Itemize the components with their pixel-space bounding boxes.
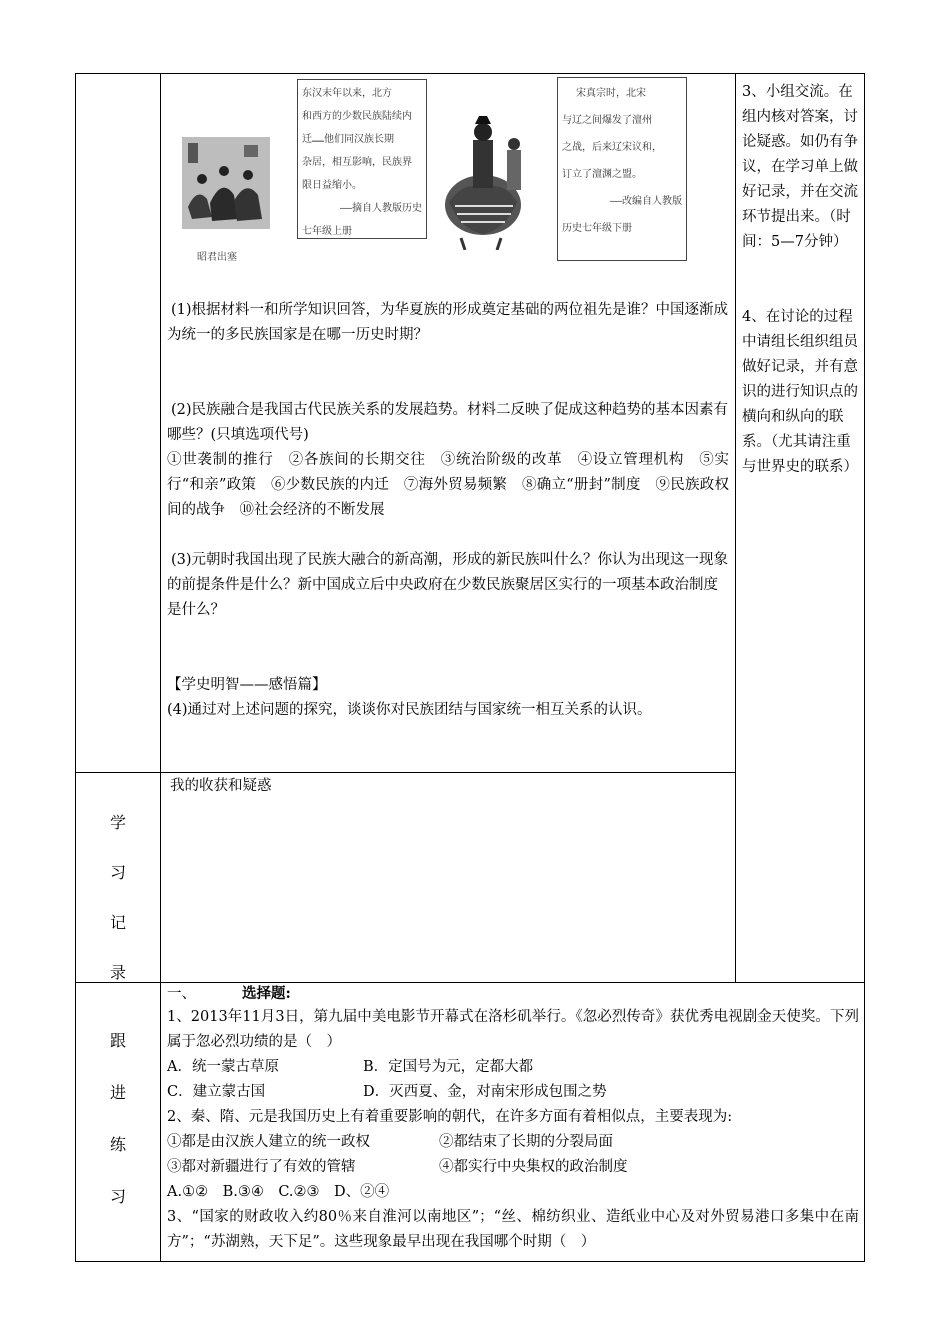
record-title: 我的收获和疑惑 — [170, 778, 272, 794]
record-label-char: 录 — [109, 963, 126, 982]
painting-caption: 昭君出塞 — [197, 252, 237, 263]
question-1: (1)根据材料一和所学知识回答，为华夏族的形成奠定基础的两位祖先是谁？中国逐渐成为统一的多民族国家是在哪一历史时期？ — [167, 302, 729, 343]
quote2-line: 宋真宗时，北宋 — [576, 88, 646, 99]
practice-q2-options-34 — [167, 1155, 859, 1180]
quote1-line: 迁……他们同汉族长期 — [302, 134, 395, 145]
quote2-source: ——改编自人教版 — [609, 196, 682, 207]
option-3: ③都对新疆进行了有效的管辖 — [167, 1159, 356, 1175]
practice-area — [167, 983, 859, 1255]
practice-heading — [167, 983, 859, 1005]
row-divider-1 — [75, 772, 736, 773]
practice-label — [75, 1015, 161, 1223]
table-border-bottom — [75, 1261, 865, 1262]
option-4: ④都实行中央集权的政治制度 — [439, 1159, 628, 1175]
quote2-source: 历史七年级下册 — [562, 223, 632, 234]
record-label-char: 习 — [109, 863, 126, 882]
option-a: A．统一蒙古草原 — [167, 1059, 279, 1075]
question-3: (3)元朝时我国出现了民族大融合的新高潮，形成的新民族叫什么？你认为出现这一现象的前提条件是什么？新中国成立后中央政府在少数民族聚居区实行的一项基本政治制度是什么？ — [167, 552, 729, 618]
practice-heading-num: 一、 — [167, 986, 196, 1002]
quote1-source: 七年级上册 — [302, 226, 352, 237]
quote1-line: 杂居，相互影响，民族界 — [302, 157, 412, 168]
note-4: 4、在讨论的过程中请组长组织组员做好记录，并有意识的进行知识点的横向和纵向的联系。（尤其请注重与世界史的联系） — [742, 309, 858, 475]
practice-q3: 3、“国家的财政收入约80％来自淮河以南地区”；“丝、棉纺织业、造纸业中心及对外贸易港口多集中在南方”；“苏湖熟，天下足”。这些现象最早出现在我国哪个时期（ ） — [167, 1209, 859, 1250]
section-heading: 【学史明智——感悟篇】 — [167, 677, 327, 693]
practice-q2-options-12 — [167, 1130, 859, 1155]
practice-q1-options-ab — [167, 1055, 859, 1080]
question-area — [167, 298, 729, 723]
question-4: (4)通过对上述问题的探究，谈谈你对民族团结与国家统一相互关系的认识。 — [167, 702, 652, 718]
practice-heading-text: 选择题: — [242, 985, 291, 1002]
quote1-source: ——摘自人教版历史 — [339, 203, 422, 214]
horse-riders-icon — [182, 137, 270, 229]
quote1-line: 限日益缩小。 — [302, 180, 362, 191]
horseman-image — [435, 110, 530, 250]
right-notes — [742, 80, 858, 480]
horseman-icon — [435, 110, 530, 250]
practice-label-char: 跟 — [109, 1031, 126, 1050]
quote2-line: 订立了澶渊之盟。 — [562, 169, 642, 180]
option-b: B．定国号为元，定都大都 — [363, 1059, 534, 1075]
practice-q1-options-cd — [167, 1080, 859, 1105]
record-label-char: 学 — [109, 813, 126, 832]
table-border-top — [75, 73, 865, 74]
record-label-char: 记 — [109, 913, 126, 932]
quote2-line: 与辽之间爆发了澶州 — [562, 115, 652, 126]
practice-q2: 2、秦、隋、元是我国历史上有着重要影响的朝代，在许多方面有着相似点，主要表现为: — [167, 1109, 733, 1125]
table-border-right — [864, 73, 865, 1262]
quote-box-1 — [297, 79, 427, 239]
painting-image — [182, 137, 270, 229]
option-2: ②都结束了长期的分裂局面 — [439, 1134, 613, 1150]
option-d: D．灭西夏、金，对南宋形成包围之势 — [363, 1084, 607, 1100]
quote1-line: 和西方的少数民族陆续内 — [302, 111, 412, 122]
col-divider-2 — [735, 73, 736, 983]
practice-q2-answers: A.①② B.③④ C.②③ D、②④ — [167, 1184, 390, 1200]
practice-label-char: 练 — [109, 1135, 126, 1154]
question-2-intro: (2)民族融合是我国古代民族关系的发展趋势。材料二反映了促成这种趋势的基本因素有哪些？(只填选项代号) — [167, 402, 729, 443]
question-2-options: ①世袭制的推行 ②各族间的长期交往 ③统治阶级的改革 ④设立管理机构 ⑤实行“和亲”政策 ⑥少数民族的内迁 ⑦海外贸易频繁 ⑧确立“册封”制度 ⑨民族政权间的战争 ⑩社会经济的不断发展 — [167, 452, 729, 518]
note-3: 3、小组交流。在组内核对答案，讨论疑惑。如仍有争议，在学习单上做好记录，并在交流环节提出来。（时间：5—7分钟） — [742, 84, 858, 250]
option-c: C．建立蒙古国 — [167, 1084, 266, 1100]
practice-q1: 1、2013年11月3日，第九届中美电影节开幕式在洛杉矶举行。《忽必烈传奇》获优秀电视剧金天使奖。下列属于忽必烈功绩的是（ ） — [167, 1009, 859, 1050]
option-1: ①都是由汉族人建立的统一政权 — [167, 1134, 370, 1150]
practice-label-char: 习 — [109, 1187, 126, 1206]
quote1-line: 东汉末年以来，北方 — [302, 88, 392, 99]
practice-label-char: 进 — [109, 1083, 126, 1102]
quote2-line: 之战，后来辽宋议和， — [562, 142, 662, 153]
record-label — [75, 798, 161, 998]
quote-box-2 — [557, 77, 687, 261]
